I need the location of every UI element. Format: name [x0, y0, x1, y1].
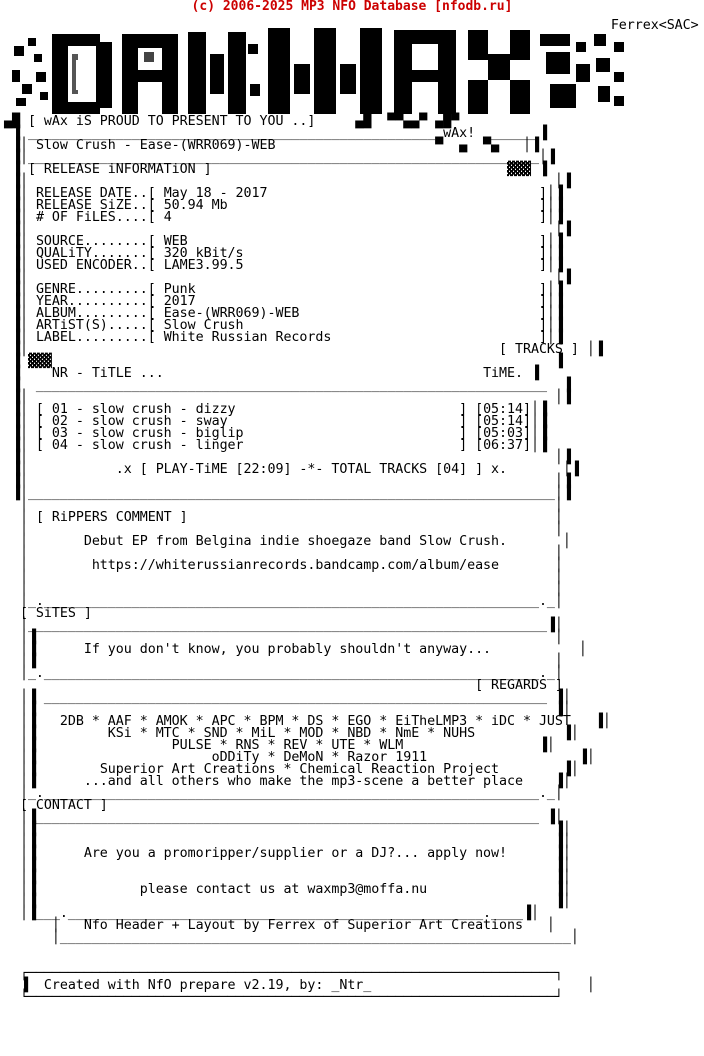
files-count-value: 4 — [163, 210, 172, 225]
sites-heading: [ SiTES ] — [19, 606, 92, 621]
encoder-value: LAME3.99.5 — [163, 258, 244, 273]
rippers-comment-line1: Debut EP from Belgina indie shoegaze band Slow Crush. — [83, 534, 508, 549]
nfodb-copyright: (c) 2006-2025 MP3 NFO Database [nfodb.ru] — [191, 0, 513, 14]
tracks-heading: [ TRACKS ] — [499, 342, 579, 357]
release-title: Slow Crush - Ease-(WRR069)-WEB — [35, 138, 276, 153]
regards-line: 2DB * AAF * AMOK * APC * BPM * DS * EGO * EiTheLMP3 * iDC * JUST — [59, 714, 571, 729]
genre-value: Punk — [163, 282, 196, 297]
col-nr-title: NR - TiTLE ... — [51, 366, 164, 381]
track-time: 05:14 — [483, 402, 523, 417]
track-title: slow crush - dizzy — [91, 402, 236, 417]
regards-line: Superior Art Creations * Chemical Reaction Project — [99, 762, 500, 777]
rippers-comment-heading: [ RiPPERS COMMENT ] — [35, 510, 188, 525]
layout-credit: Nfo Header + Layout by Ferrex of Superior Art Creations — [83, 918, 523, 933]
nfo-text: Ferrex<SAC> ▄█ [ wAx iS PROUD TO PRESENT TO YOU ..] ▄█ ▀▀▄▄▀ ▄█▀ ▐ ___________________________________________________ wAx! _______▐ ▐│ Slow Crush - Ease-(WRR069)-WEB ▀ ▄ ▀▄ │▐ ▐│________________________________________________________________│▐ ▐ [ RELEASE iNFORMATiON ] ▓▓▓ ▐ ▐│ │▐ ▐│ RELEASE DATE..[ May 18 - 2017 ]│▐ ▐│ RELEASE SiZE..[ 50.94 Mb ]│▐ ▐│ # OF FiLES....[ 4 ]│▐ ▐│ │▐ ▐│ SOURCE........[ WEB ]│▐ ▐│ QUALiTY.......[ 320 kBit/s ]│▐ ▐│ USED ENCODER..[ LAME3.99.5 ]│▐ ▐│ │▐ ▐│ GENRE.........[ Punk ]│▐ ▐│ YEAR..........[ 2017 ]│▐ ▐│ ALBUM.........[ Ease-(WRR069)-WEB ]│▐ ▐│ ARTiST(S).....[ Slow Crush ]│▐ ▐│ LABEL.........[ White Russian Records ]│▐ ▐│ [ TRACKS ] │▐ ▐ ▓▓▓ ▐ ▐ NR - TiTLE ... TiME. ▐ ▐ ________________________________________________________________ ▐ ▐│ │▐ ▐│ [ 01 - slow crush - dizzy ] [05:14]│▐ ▐│ [ 02 - slow crush - sway ] [05:14]│▐ ▐│ [ 03 - slow crush - biglip ] [05:03]│▐ ▐│ [ 04 - slow crush - linger ] [06:37]│▐ ▐│ │▐ ▐│ .x [ PLAY-TiME [22:09] -*- TOTAL TRACKS [04] ] x. │▐ ▐│ │▐ ▐│__________________________________________________________________│▐ │ │ │ [ RiPPERS COMMENT ] │ │ │ │ Debut EP from Belgina indie shoegaze band Slow Crush. │ │ │ │ https://whiterussianrecords.bandcamp.com/album/ease │ │ │ │ │ │_.______________________________________________________________._│ [ SiTES ] │_________________________________________________________________▐│ │▐ │ │▐ If you don't know, you probably shouldn't anyway... │ │▐ │ │_.______________________________________________________________._│ [ REGARDS ] │▐ _______________________________________________________________ ▐│ │▐ ▐│ │▐ 2DB * AAF * AMOK * APC * BPM * DS * EGO * EiTheLMP3 * iDC * JUST ▐│ │▐ KSi * MTC * SND * MiL * MOD * NBD * NmE * NUHS ▐│ │▐ PULSE * RNS * REV * UTE * WLM ▐│ │▐ oDDiTy * DeMoN * Razor 1911 ▐│ │▐ Superior Art Creations * Chemical Reaction Project ▐│ │▐ ...and all others who make the mp3-scene a better place ▐│ │_.______________________________________________________________._│ [ CONTACT ] │▐_______________________________________________________________ ▐│ │▐ ▐│ │▐ ▐│ │▐ Are you a promoripper/supplier or a DJ?... apply now! ▐│ │▐ ▐│ │▐ ▐│ │▐ please contact us at waxmp3@moffa.nu ▐│ │▐ ▐│ │▐___.____________________________________________________.____▐│ │ Nfo Header + Layout by Ferrex of Superior Art Creations │ │________________________________________________________________│ ┌──────────────────────────────────────────────────────────────────┐ ▐ Created with NfO prepare v2.19, by: _Ntr_ │ └──────────────────────────────────────────────────────────────────┘ — [4, 18, 699, 1005]
release-size-value: 50.94 Mb — [163, 198, 228, 213]
created-with-credit: Created with NfO prepare v2.19, by: _Ntr_ — [43, 978, 372, 993]
artist-value: Slow Crush — [163, 318, 244, 333]
release-info-heading: [ RELEASE iNFORMATiON ] — [27, 162, 212, 177]
quality-value: 320 kBit/s — [163, 246, 244, 261]
album-value: Ease-(WRR069)-WEB — [163, 306, 300, 321]
contact-heading: [ CONTACT ] — [19, 798, 108, 813]
track-title: slow crush - biglip — [91, 426, 244, 441]
rippers-comment-url: https://whiterussianrecords.bandcamp.com/album/ease — [91, 558, 500, 573]
contact-email-line: please contact us at waxmp3@moffa.nu — [139, 882, 428, 897]
sites-text: If you don't know, you probably shouldn't anyway... — [83, 642, 492, 657]
release-date-value: May 18 - 2017 — [163, 186, 268, 201]
artist-credit: Ferrex<SAC> — [610, 18, 699, 33]
proud-line: [ wAx iS PROUD TO PRESENT TO YOU ..] — [27, 114, 316, 129]
contact-line1: Are you a promoripper/supplier or a DJ?... apply now! — [83, 846, 508, 861]
source-value: WEB — [163, 234, 188, 249]
track-title: slow crush - linger — [91, 438, 244, 453]
group-tag: wAx! — [443, 126, 476, 141]
track-time: 05:14 — [483, 414, 523, 429]
col-time: TiME. — [483, 366, 523, 381]
regards-heading: [ REGARDS ] — [475, 678, 563, 693]
track-title: slow crush - sway — [91, 414, 228, 429]
regards-line: PULSE * RNS * REV * UTE * WLM — [171, 738, 404, 753]
track-time: 05:03 — [483, 426, 523, 441]
track-time: 06:37 — [483, 438, 523, 453]
year-value: 2017 — [163, 294, 196, 309]
label-value: White Russian Records — [163, 330, 332, 345]
playtime-summary: .x [ PLAY-TiME [22:09] -*- TOTAL TRACKS [04] ] x. — [115, 462, 508, 477]
regards-line: KSi * MTC * SND * MiL * MOD * NBD * NmE * NUHS — [107, 726, 476, 741]
regards-line: oDDiTy * DeMoN * Razor 1911 — [211, 750, 428, 765]
regards-line: ...and all others who make the mp3-scene a better place — [83, 774, 523, 789]
